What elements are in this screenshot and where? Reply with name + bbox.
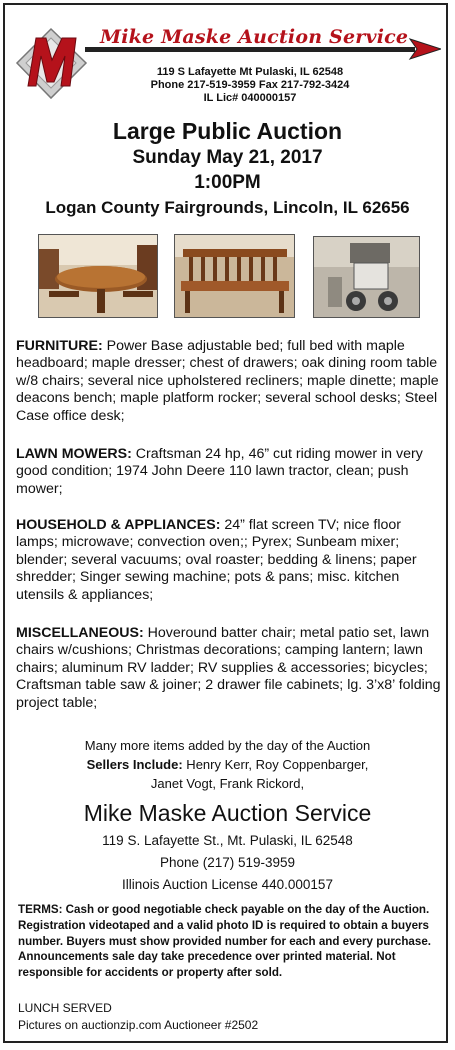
sellers-line1 [0,757,455,772]
header [0,0,455,110]
terms-block [18,902,438,981]
header-phones: Phone 217-519-3959 Fax 217-792-3424 [150,79,350,91]
more-items-text: Many more items added by the day of the Auction [84,738,371,753]
section-heading: LAWN MOWERS: [16,446,132,462]
sellers-label: Sellers Include: [86,757,183,772]
section-text: 24” flat screen TV; nice floor lamps; microwave; convection oven;; Pyrex; Sunbeam mixer; blender; several vacuums; oval roaster; bedding & linens; paper shredder; Singer sewing machine; pots & pans; misc. kitchen utensils & appliances; [16,517,417,603]
section-text: Craftsman 24 hp, 46” cut riding mower in very good condition; 1974 John Deere 110 lawn tractor, clean; push mower; [16,446,423,497]
pictures-note: Pictures on auctionzip.com Auctioneer #2502 [18,1018,259,1032]
auction-title: Large Public Auction [112,118,343,144]
terms-text: Cash or good negotiable check payable on the day of the Auction. Registration videotaped and a valid photo ID is required to obtain a buyers number. Buyers must show provided number for each and every purchase. Announcements sale day take precedence over printed material. Not responsible for accidents or property after sold. [18,903,431,980]
scooter-chair-photo [313,236,420,318]
lawn-mowers-section [16,446,441,498]
header-license: IL Lic# 040000157 [203,92,297,104]
household-section [16,517,441,604]
company-address: 119 S. Lafayette St., Mt. Pulaski, IL 62548 [102,833,353,848]
auction-location: Logan County Fairgrounds, Lincoln, IL 62656 [45,198,410,217]
terms-label: TERMS: [18,903,63,916]
section-text: Hoveround batter chair; metal patio set, lawn chairs w/cushions; Christmas decorations; camping lantern; lawn chairs; aluminum RV ladder; RV supplies & accessories; bicycles; Craftsman table saw & joiner; 2 drawer file cabinets; lg. 3’x8’ folding project table; [16,625,441,711]
company-name-script: Mike Maske Auction Service [100,26,409,48]
section-heading: MISCELLANEOUS: [16,625,144,641]
sellers-line2: Janet Vogt, Frank Rickord, [150,776,305,791]
company-phone: Phone (217) 519-3959 [159,855,296,870]
furniture-section [16,338,441,425]
auction-date: Sunday May 21, 2017 [132,147,323,168]
section-text: Power Base adjustable bed; full bed with maple headboard; maple dresser; chest of drawers; oak dining room table w/8 chairs; several nice upholstered recliners; maple dinette; maple deacons bench; maple platform rocker; several school desks; Steel Case office desk; [16,338,439,424]
auction-time: 1:00PM [194,172,261,193]
company-name: Mike Maske Auction Service [83,800,372,826]
company-license: Illinois Auction License 440.000157 [122,877,333,892]
lunch-served: LUNCH SERVED [18,1001,112,1015]
mm-logo-icon [14,26,89,101]
dining-table-photo [38,234,158,318]
section-heading: FURNITURE: [16,338,103,354]
sellers-names-1: Henry Kerr, Roy Coppenbarger, [182,757,369,772]
deacons-bench-photo [174,234,295,318]
miscellaneous-section [16,625,441,712]
section-heading: HOUSEHOLD & APPLIANCES: [16,517,221,533]
header-address: 119 S Lafayette Mt Pulaski, IL 62548 [156,66,344,78]
